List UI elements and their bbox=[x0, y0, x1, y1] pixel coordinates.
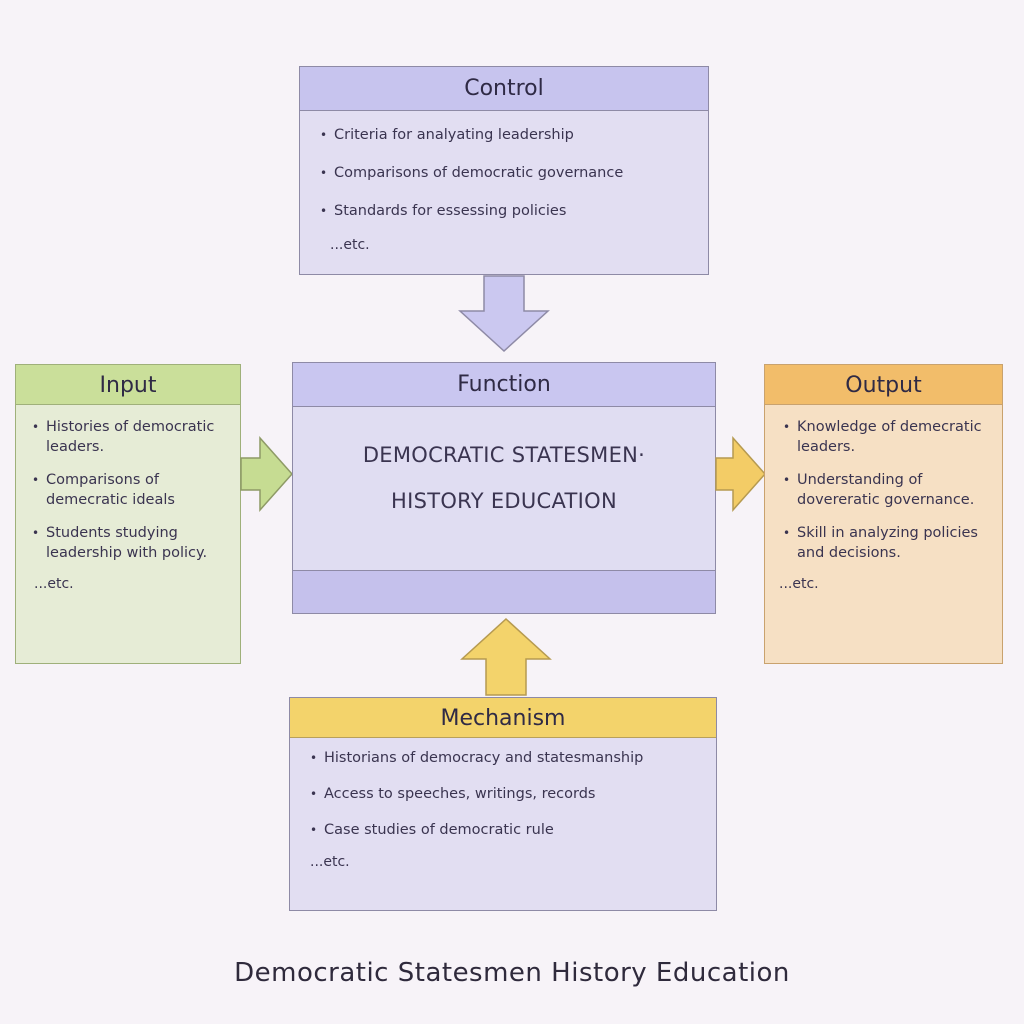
function-footer-bar bbox=[293, 570, 715, 613]
mechanism-etc: ...etc. bbox=[310, 854, 350, 870]
input-arrow-icon bbox=[240, 436, 294, 512]
control-list bbox=[300, 111, 708, 221]
function-box bbox=[292, 362, 716, 614]
control-etc: ...etc. bbox=[330, 237, 370, 253]
input-box bbox=[15, 364, 241, 664]
output-title: Output bbox=[765, 365, 1002, 405]
control-item: • Standards for essessing policies bbox=[318, 201, 708, 221]
control-arrow-icon bbox=[458, 275, 550, 353]
input-etc: ...etc. bbox=[34, 576, 74, 592]
mechanism-list bbox=[290, 738, 716, 840]
input-item: • Students studying leadership with policy. bbox=[30, 523, 232, 563]
output-arrow-icon bbox=[715, 436, 767, 512]
output-box bbox=[764, 364, 1003, 664]
output-item: • Skill in analyzing policies and decisions. bbox=[781, 523, 994, 563]
output-item: • Knowledge of demecratic leaders. bbox=[781, 417, 994, 457]
mechanism-arrow-icon bbox=[460, 617, 552, 697]
output-item: • Understanding of dovereratic governance. bbox=[781, 470, 994, 510]
input-title: Input bbox=[16, 365, 240, 405]
control-box bbox=[299, 66, 709, 275]
input-list bbox=[16, 405, 240, 563]
mechanism-item: • Historians of democracy and statesmanship bbox=[308, 748, 716, 768]
function-title: Function bbox=[293, 363, 715, 407]
control-item: • Comparisons of democratic governance bbox=[318, 163, 708, 183]
function-name-line1: DEMOCRATIC STATESMEN· bbox=[362, 443, 646, 467]
function-name-line2: HISTORY EDUCATION bbox=[391, 489, 617, 513]
input-item: • Histories of democratic leaders. bbox=[30, 417, 232, 457]
mechanism-title: Mechanism bbox=[290, 698, 716, 738]
control-item: • Criteria for analyating leadership bbox=[318, 125, 708, 145]
output-etc: ...etc. bbox=[779, 576, 819, 592]
diagram-caption: Democratic Statesmen History Education bbox=[234, 958, 790, 988]
output-list bbox=[765, 405, 1002, 563]
input-item: • Comparisons of demecratic ideals bbox=[30, 470, 232, 510]
mechanism-box bbox=[289, 697, 717, 911]
mechanism-item: • Access to speeches, writings, records bbox=[308, 784, 716, 804]
mechanism-item: • Case studies of democratic rule bbox=[308, 820, 716, 840]
control-title: Control bbox=[300, 67, 708, 111]
